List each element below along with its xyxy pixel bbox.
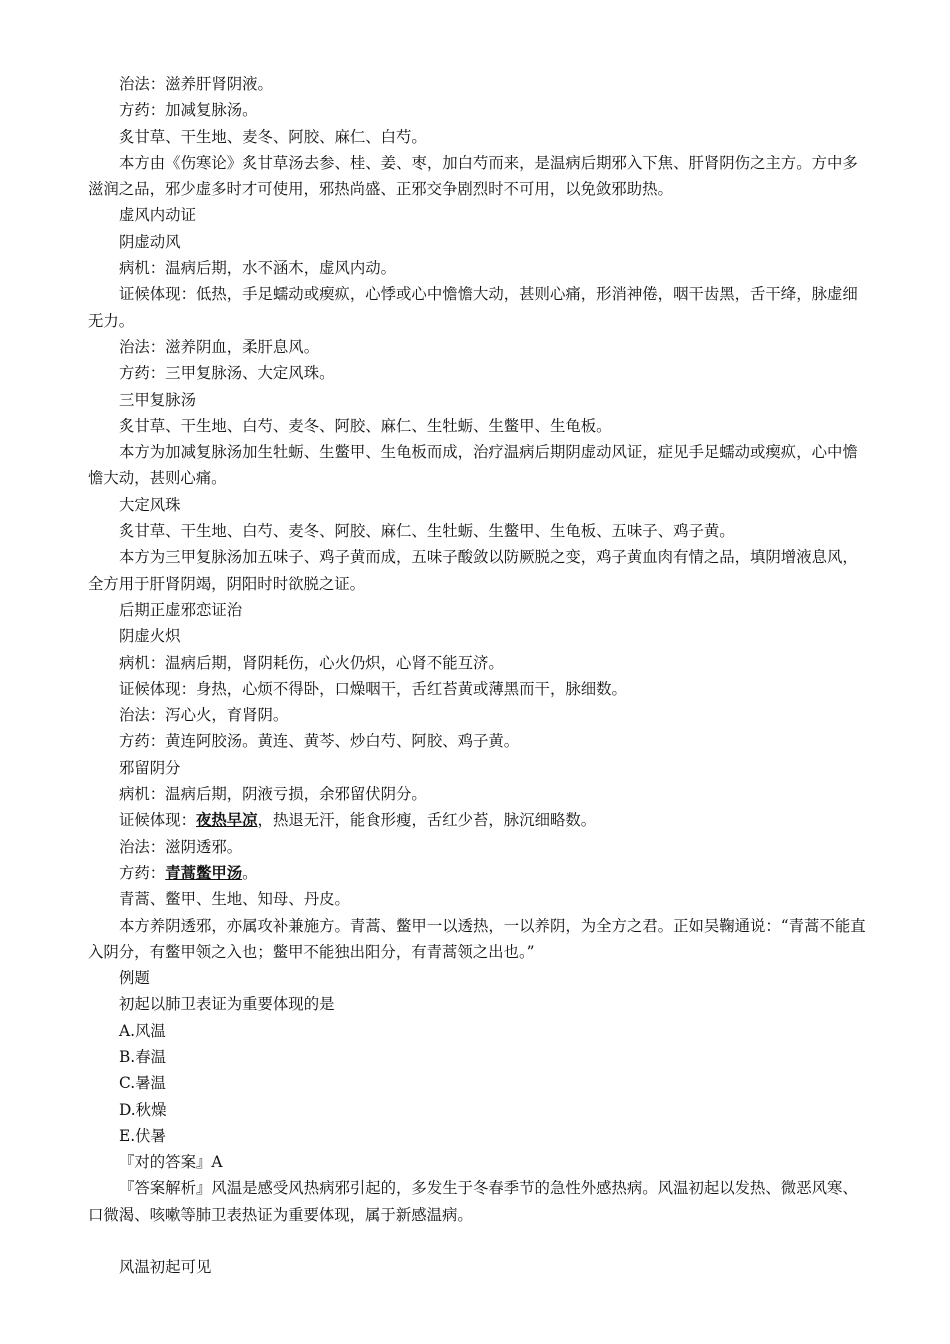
answer-option: A.风温 (119, 1021, 166, 1040)
paragraph: 方药：黄连阿胶汤。黄连、黄芩、炒白芍、阿胶、鸡子黄。 (119, 732, 520, 751)
paragraph: 证候体现：身热，心烦不得卧，口燥咽干，舌红苔黄或薄黑而干，脉细数。 (119, 679, 627, 698)
paragraph (88, 860, 872, 886)
paragraph: 病机：温病后期，水不涵木，虚风内动。 (119, 259, 397, 278)
heading: 例题 (119, 969, 150, 988)
paragraph: 炙甘草、干生地、白芍、麦冬、阿胶、麻仁、生牡蛎、生鳖甲、生龟板、五味子、鸡子黄。 (119, 522, 735, 541)
paragraph: 本方为加减复脉汤加生牡蛎、生鳖甲、生龟板而成，治疗温病后期阴虚动风证，症见手足蠕动或瘈疭，心中憺憺大动，甚则心痛。 (88, 443, 858, 488)
paragraph: 证候体现：低热，手足蠕动或瘈疭，心悸或心中憺憺大动，甚则心痛，形消神倦，咽干齿黑，舌干绛，脉虚细无力。 (88, 285, 858, 330)
paragraph (88, 807, 872, 833)
question-stem: 初起以肺卫表证为重要体现的是 (119, 995, 335, 1014)
paragraph: 治法：泻心火，育肾阴。 (119, 706, 289, 725)
heading: 大定风珠 (119, 495, 181, 514)
paragraph: 本方为三甲复脉汤加五味子、鸡子黄而成，五味子酸敛以防厥脱之变，鸡子黄血肉有情之品，填阴增液息风，全方用于肝肾阴竭，阴阳时时欲脱之证。 (88, 548, 858, 593)
answer-explanation: 『答案解析』风温是感受风热病邪引起的，多发生于冬春季节的急性外感热病。风温初起以发热、微恶风寒、口微渴、咳嗽等肺卫表热证为重要体现，属于新感温病。 (88, 1179, 858, 1224)
answer-option: D.秋燥 (119, 1100, 167, 1119)
paragraph: 治法：滋养肝肾阴液。 (119, 75, 273, 93)
paragraph: 治法：滋养阴血，柔肝息风。 (119, 337, 320, 356)
document-body (88, 71, 872, 1281)
label-text: 方药： (119, 863, 166, 882)
heading: 阴虚火炽 (119, 627, 181, 646)
paragraph: 病机：温病后期，阴液亏损，余邪留伏阴分。 (119, 785, 427, 804)
paragraph: 本方由《伤寒论》炙甘草汤去参、桂、姜、枣，加白芍而来，是温病后期邪入下焦、肝肾阴伤之主方。方中多滋润之品，邪少虚多时才可使用，邪热尚盛、正邪交争剧烈时不可用，以免敛邪助热。 (88, 153, 858, 199)
answer-option: B.春温 (119, 1047, 166, 1066)
heading: 虚风内动证 (119, 206, 196, 225)
correct-answer: 『对的答案』A (119, 1153, 223, 1172)
heading: 三甲复脉汤 (119, 390, 196, 409)
body-text: ，热退无汗，能食形瘦，舌红少苔，脉沉细略数。 (257, 811, 597, 830)
paragraph: 方药：三甲复脉汤、大定风珠。 (119, 364, 335, 383)
emphasized-term: 夜热早凉 (195, 811, 258, 830)
blank-line (88, 1228, 872, 1254)
paragraph: 治法：滋阴透邪。 (119, 837, 243, 856)
paragraph: 炙甘草、干生地、白芍、麦冬、阿胶、麻仁、生牡蛎、生鳖甲、生龟板。 (119, 416, 612, 435)
paragraph: 病机：温病后期，肾阴耗伤，心火仍炽，心肾不能互济。 (119, 653, 504, 672)
heading: 后期正虚邪恋证治 (119, 600, 243, 619)
body-text: 。 (242, 863, 258, 882)
label-text: 证候体现： (119, 811, 196, 830)
paragraph: 炙甘草、干生地、麦冬、阿胶、麻仁、白芍。 (119, 127, 427, 146)
paragraph: 青蒿、鳖甲、生地、知母、丹皮。 (119, 890, 350, 909)
paragraph: 本方养阴透邪，亦属攻补兼施方。青蒿、鳖甲一以透热，一以养阴，为全方之君。正如吴鞠通说：“青蒿不能直入阴分，有鳖甲领之入也；鳖甲不能独出阳分，有青蒿领之出也。” (88, 916, 866, 961)
emphasized-term: 青蒿鳖甲汤 (165, 863, 243, 882)
heading: 阴虚动风 (119, 232, 181, 251)
heading: 邪留阴分 (119, 758, 181, 777)
answer-option: C.暑温 (119, 1074, 166, 1093)
question-stem: 风温初起可见 (119, 1258, 212, 1277)
answer-option: E.伏暑 (119, 1126, 166, 1145)
paragraph: 方药：加减复脉汤。 (119, 101, 258, 120)
